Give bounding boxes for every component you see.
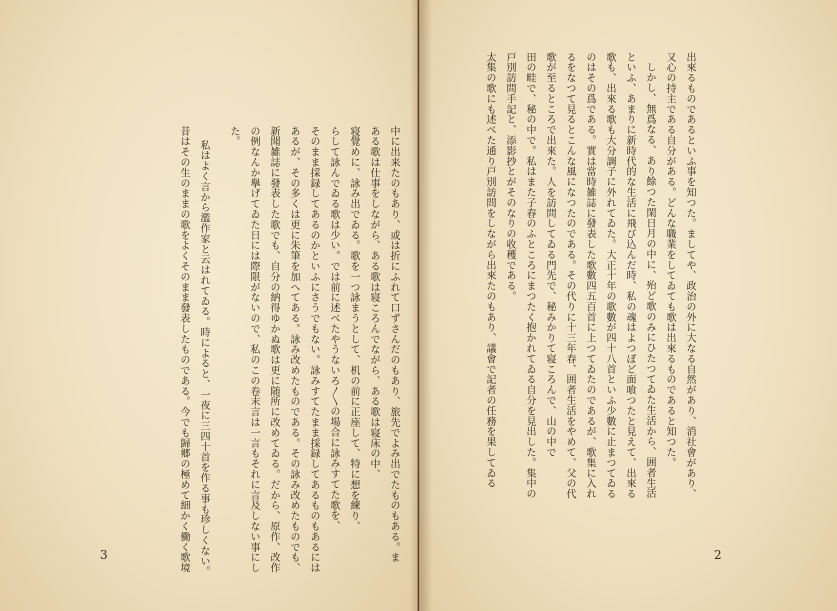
left-page-line: そのまま採録してあるのかといふにさうでもない。詠みすてたまま採録してあるものもあるには — [308, 126, 319, 574]
page-number: 2 — [714, 548, 722, 562]
left-page-line: ある歌は仕事をしながら、ある歌は寝ころんでながら、ある歌は寝床の中、 — [368, 126, 379, 480]
right-page-line: 歌も、出來る歌も大分調子に外れてゐた。大正十年の歌數が四十八首といふ少數に止まつてゐる — [604, 52, 615, 500]
right-page-line: といふ、あまりに新時代的な生活に飛び込んだ時、私の魂はよつぽど面喰つたと見えて、出來る — [624, 52, 635, 500]
left-page-line: あるが、その多くは更に朱筆を加へてある。詠み改めたものである。その詠み改めたものでも、 — [288, 126, 299, 574]
left-page-line: た。 — [228, 126, 239, 147]
left-page-line: らして詠んでゐる歌は少い。では前に述べたやうないろ〳〵の場合に詠みすてた歌を、 — [328, 126, 339, 532]
right-page-line: 田の畦で、秘の中で。私はまた子舂のふところにまつたく抱かれてゐる自分を見出した。集中の — [524, 52, 535, 500]
left-page — [0, 0, 418, 611]
right-page-line: しかし、無爲なる、あり餘つた閑日月の中に、殆ど歌のみにひたつてゐた生活から、囲者生活 — [644, 62, 655, 499]
left-page-line: の例なんか擧げてゐた日には際限がないので、私のこの卷末言は一言もそれに言及しない事にし — [248, 126, 259, 574]
right-page-line: 歌が至るところで出來た。人を訪問してゐる門先で、秘みかりて寝ころんで、山の中で — [544, 52, 555, 458]
left-page-line: 私はよく言から濫作家と云はれてゐる。時によると、一夜に三四十首を作る事も珍しくない。 — [198, 140, 209, 577]
right-page-line: るをなつて見るとこんな風になつたのである。その代りに十三年春、囲者生活をやめて、父の代 — [564, 52, 575, 500]
left-page-line: 昔はその生のままの歌をよくそのまま發表したものである。今でも歸郷の極めて細かく働く歌境 — [178, 126, 189, 574]
book-gutter — [410, 0, 432, 611]
right-page-line: のはその爲である。實は當時雑誌に發表した歌數四五百首に上つてゐたのであるが、歌集に入れ — [584, 52, 595, 500]
left-page-line: 新聞雑誌に發表した歌でも、自分の納得ゆかぬ歌は更に随所に改めてゐる。だから、原作、改作 — [268, 126, 279, 574]
right-page-line: 出來るものであるといふ事を知つた。ましてや、政治の外に大なる自然があり、消社會があり、 — [684, 52, 695, 500]
right-page — [419, 0, 837, 611]
left-page-line: 中に出来たのもあり、或は折にふれて口ずさんだのもあり、旅先でよみ出でたものもある。ま — [388, 126, 399, 563]
right-page-line: 太集の歌にも述べた通り戸別訪問をしながら出來たのもあり、議會で記者の任務を果してゐる — [484, 52, 495, 489]
right-page-line: 又心の持主である自分がある。どんな職業をしてゐても歌は出來るものであると知つた。 — [664, 52, 675, 468]
left-page-line: 寝覺めに、詠み出でゐる。歌を一つ詠まうとして、机の前に正座して、特に想を練り、 — [348, 126, 359, 532]
page-number: 3 — [100, 548, 108, 562]
right-page-line: 戸別訪問手記と、添影抄とがそのなりの收穫である。 — [504, 52, 515, 302]
